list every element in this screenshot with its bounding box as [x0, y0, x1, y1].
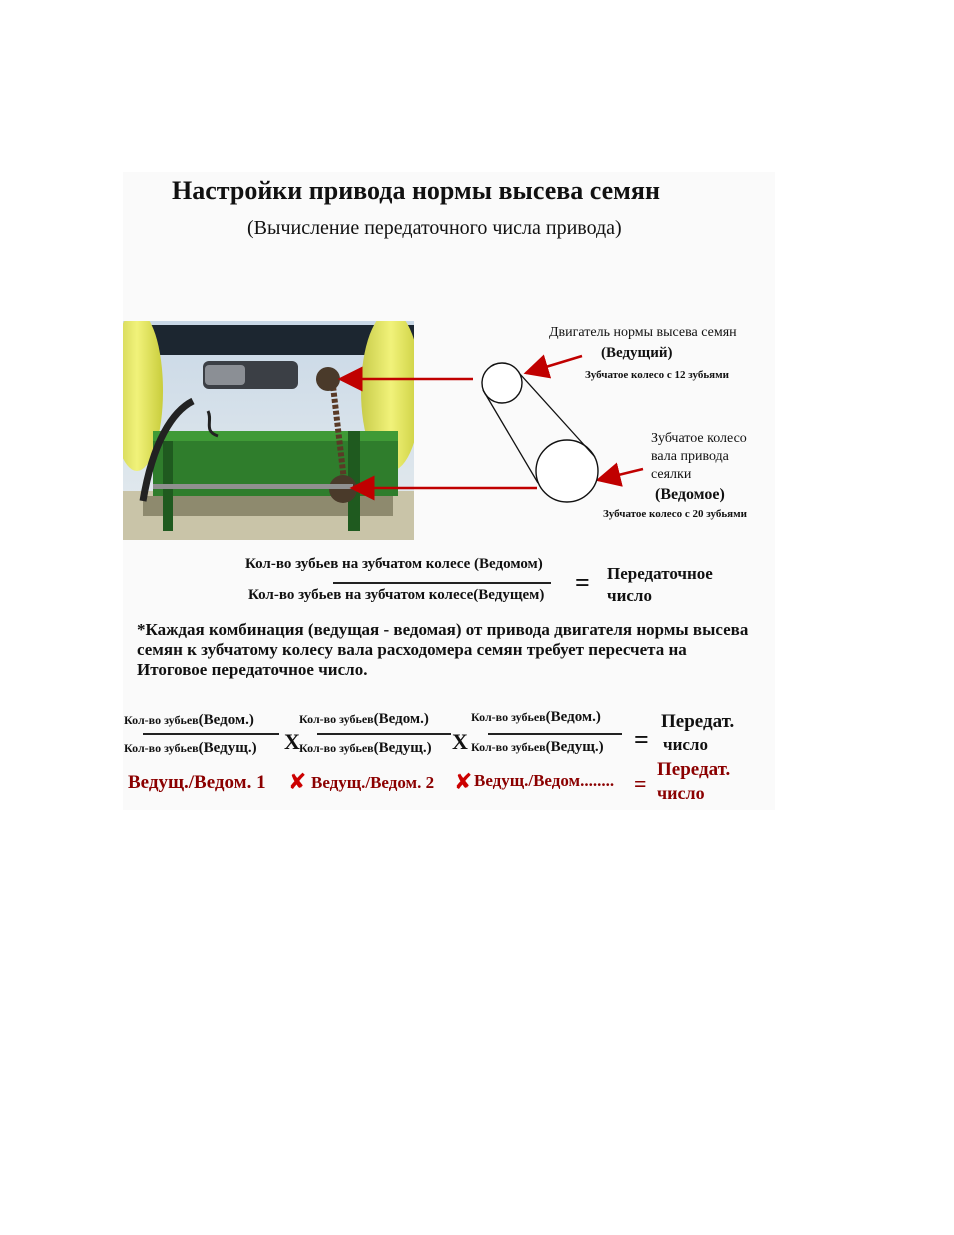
chain-denominator-2: Кол-во зубьев(Ведущ.): [299, 740, 432, 756]
driven-label-arrow: [598, 469, 643, 480]
chain-fraction-bar-2: [317, 733, 451, 735]
chain-numerator-1: Кол-во зубьев(Ведом.): [124, 712, 254, 728]
red-dots: .......: [584, 771, 615, 790]
page-title: Настройки привода нормы высева семян: [172, 176, 660, 205]
red-times-icon-1: ✘: [288, 770, 307, 795]
drive-sprocket: [482, 363, 522, 403]
chain-denominator-1: Кол-во зубьев(Ведущ.): [124, 740, 257, 756]
red-term-3: Ведущ./Ведом........: [474, 771, 615, 790]
red-result-line-2: число: [657, 783, 705, 803]
driven-role-label: (Ведомое): [655, 486, 725, 503]
chain-fraction-bar-3: [488, 733, 622, 735]
drive-teeth-label: Зубчатое колесо с 12 зубьями: [585, 369, 729, 381]
red-term-2: Ведущ./Ведом. 2: [311, 773, 435, 792]
chain-result-line-2: число: [663, 735, 708, 754]
chain-numerator-3: Кол-во зубьев(Ведом.): [471, 709, 601, 725]
drive-label-arrow: [526, 356, 582, 373]
drive-role-label: (Ведущий): [601, 345, 673, 361]
driven-label-line-2: вала привода: [651, 449, 729, 464]
red-times-icon-2: ✘: [454, 770, 473, 795]
drive-motor-label: Двигатель нормы высева семян: [549, 325, 737, 340]
red-term-1: Ведущ./Ведом. 1: [128, 772, 266, 793]
chain-result-line-1: Передат.: [661, 711, 735, 732]
page-subtitle: (Вычисление передаточного числа привода): [247, 217, 622, 239]
driven-label-line-1: Зубчатое колесо: [651, 431, 747, 446]
chain-numerator-2: Кол-во зубьев(Ведом.): [299, 711, 429, 727]
formula-result-line-2: число: [607, 586, 652, 605]
chain-fraction-bar-1: [143, 733, 279, 735]
formula-result-line-1: Передаточное: [607, 564, 713, 583]
red-result-line-1: Передат.: [657, 759, 731, 780]
chain-times-2: X: [452, 729, 468, 754]
formula-numerator: Кол-во зубьев на зубчатом колесе (Ведомом): [245, 556, 543, 572]
driven-label-line-3: сеялки: [651, 467, 692, 482]
formula-fraction-bar: [333, 582, 551, 584]
red-equals: =: [634, 771, 647, 796]
recalculation-note: *Каждая комбинация (ведущая - ведомая) от привода двигателя нормы высева семян к зубчатому колесу вала расходомера семян требует пересчета на Итоговое передаточное число.: [137, 620, 749, 679]
formula-equals: =: [575, 568, 590, 597]
chain-denominator-3: Кол-во зубьев(Ведущ.): [471, 739, 604, 755]
driven-teeth-label: Зубчатое колесо с 20 зубьями: [603, 508, 747, 520]
formula-denominator: Кол-во зубьев на зубчатом колесе(Ведущем): [248, 587, 545, 603]
chain-line-left: [483, 390, 538, 483]
chain-equals: =: [634, 725, 649, 754]
chain-times-1: X: [284, 729, 300, 754]
